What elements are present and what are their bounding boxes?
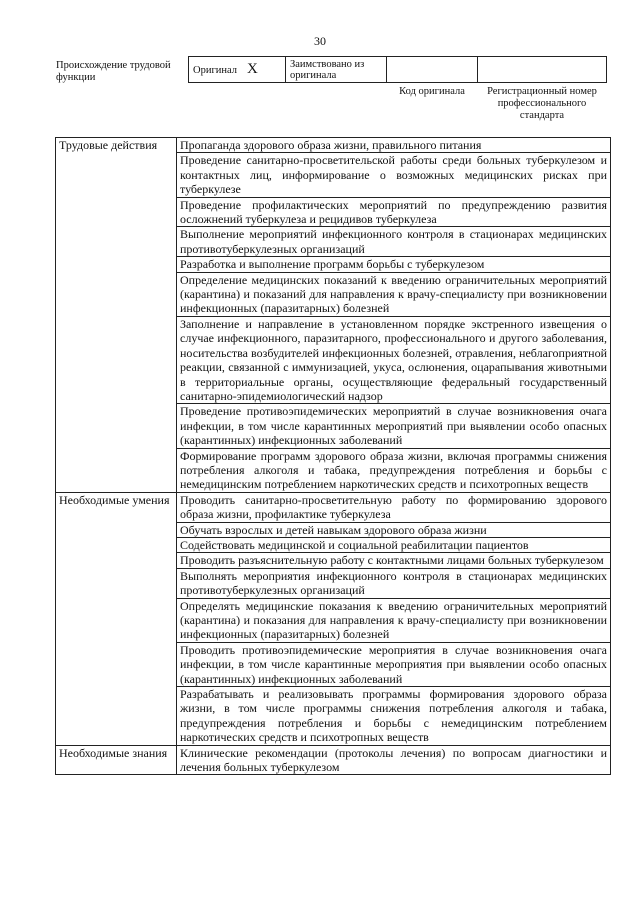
section-item: Определение медицинских показаний к введению ограничительных мероприятий (карантина) и показаний для направления к врачу-специалисту при возникновении инфекционных (паразитарных) болезней bbox=[177, 272, 611, 316]
registration-number-cell bbox=[478, 57, 607, 83]
section-label: Необходимые умения bbox=[56, 492, 177, 745]
original-mark: X bbox=[247, 60, 258, 77]
code-original-caption: Код оригинала bbox=[399, 86, 465, 97]
section-item: Формирование программ здорового образа жизни, включая программы снижения потребления алкоголя и табака, предупреждения потребления и борьбы с немедицинским потреблением наркотических средств и психотропных веществ bbox=[177, 448, 611, 492]
section-item: Определять медицинские показания к введению ограничительных мероприятий (карантина) и показания для направления к врачу-специалисту при возникновении инфекционных (паразитарных) болезней bbox=[177, 598, 611, 642]
section-item: Разработка и выполнение программ борьбы с туберкулезом bbox=[177, 257, 611, 272]
section-item: Проведение профилактических мероприятий по предупреждению развития осложнений туберкулеза и рецидивов туберкулеза bbox=[177, 197, 611, 227]
section-label: Трудовые действия bbox=[56, 138, 177, 493]
labor-function-table bbox=[55, 137, 611, 775]
section-item: Выполнять мероприятия инфекционного контроля в стационарах медицинских противотуберкулезных организаций bbox=[177, 568, 611, 598]
section-label: Необходимые знания bbox=[56, 745, 177, 775]
section-item: Проводить санитарно-просветительную работу по формированию здорового образа жизни, профилактике туберкулеза bbox=[177, 492, 611, 522]
table-row bbox=[56, 138, 611, 153]
origin-table bbox=[188, 56, 607, 83]
table-row bbox=[56, 492, 611, 522]
page-number: 30 bbox=[314, 34, 326, 48]
section-item: Проведение санитарно-просветительской работы среди больных туберкулезом и контактных лиц, информирование о возможных медицинских рисках при туберкулезе bbox=[177, 153, 611, 197]
original-cell bbox=[189, 57, 286, 83]
code-original-cell bbox=[387, 57, 478, 83]
origin-label: Происхождение трудовой функции bbox=[56, 60, 171, 83]
original-label: Оригинал bbox=[193, 64, 237, 76]
section-item: Проводить разъяснительную работу с контактными лицами больных туберкулезом bbox=[177, 553, 611, 568]
section-item: Содействовать медицинской и социальной реабилитации пациентов bbox=[177, 537, 611, 552]
section-item: Проведение противоэпидемических мероприятий в случае возникновения очага инфекции, в том числе карантинных мероприятий при выявлении особо опасных (карантинных) инфекционных заболеваний bbox=[177, 404, 611, 448]
section-item: Заполнение и направление в установленном порядке экстренного извещения о случае инфекционного, паразитарного, профессионального и другого заболевания, носительства возбудителей инфекционных болезней, отравления, неблагоприятной реакции, связанной с иммунизацией, укуса, ослюнения, оцарапывания животными в территориальные органы, осуществляющие федеральный государственный санитарно-эпидемиологический надзор bbox=[177, 316, 611, 403]
section-item: Пропаганда здорового образа жизни, правильного питания bbox=[177, 138, 611, 153]
section-item: Выполнение мероприятий инфекционного контроля в стационарах медицинских противотуберкулезных организаций bbox=[177, 227, 611, 257]
section-item: Обучать взрослых и детей навыкам здорового образа жизни bbox=[177, 522, 611, 537]
registration-number-caption: Регистрационный номер профессионального стандарта bbox=[487, 86, 597, 121]
section-item: Проводить противоэпидемические мероприятия в случае возникновения очага инфекции, в том числе карантинные мероприятия при выявлении особо опасных (карантинных) инфекционных заболеваний bbox=[177, 642, 611, 686]
table-row bbox=[56, 745, 611, 775]
borrowed-cell: Заимствовано из оригинала bbox=[286, 57, 387, 83]
section-item: Разрабатывать и реализовывать программы формирования здорового образа жизни, в том числе программы снижения потребления алкоголя и табака, предупреждения потребления и борьбы с немедицинским потреблением наркотических средств и психотропных веществ bbox=[177, 687, 611, 746]
section-item: Клинические рекомендации (протоколы лечения) по вопросам диагностики и лечения больных туберкулезом bbox=[177, 745, 611, 775]
